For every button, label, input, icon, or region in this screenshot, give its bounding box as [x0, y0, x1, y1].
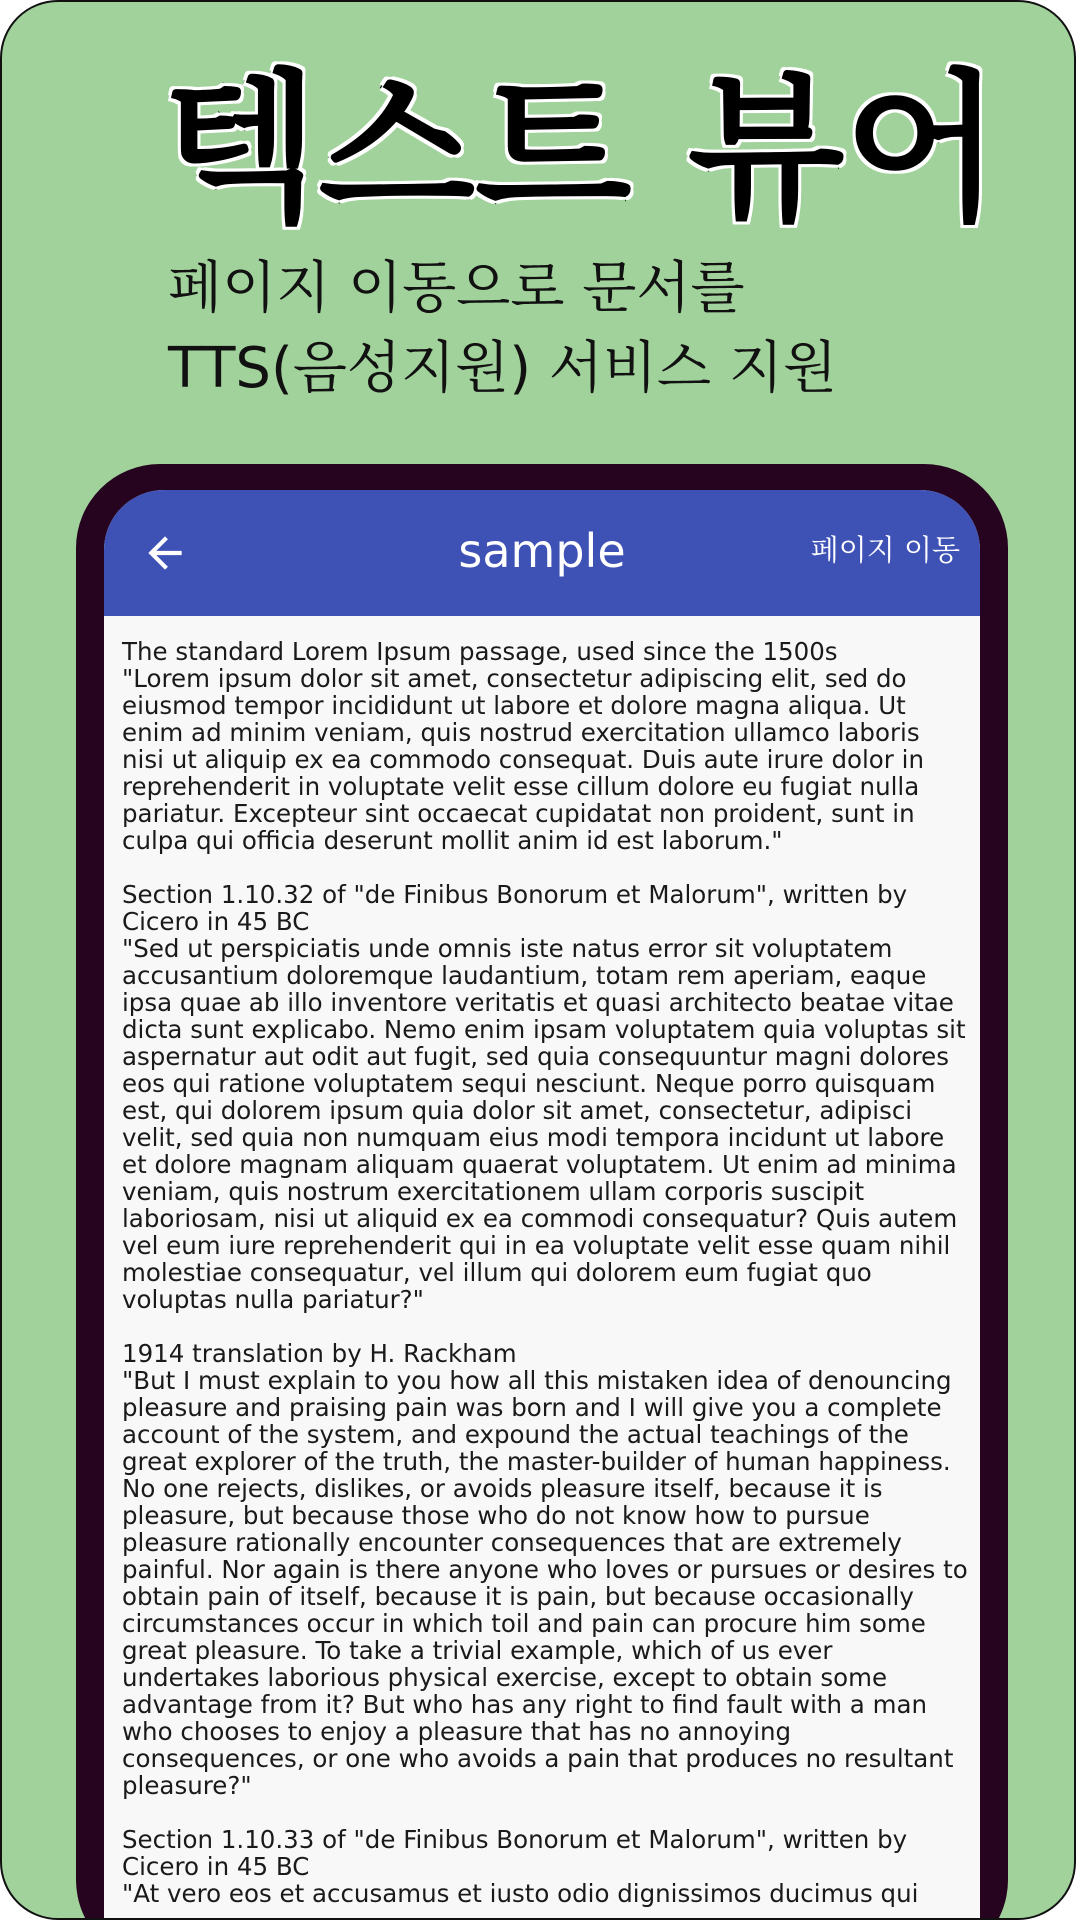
app-bar [104, 490, 980, 616]
document-text [122, 638, 968, 1920]
promo-subtitle-line-2: TTS(음성지원) 서비스 지원 [168, 336, 838, 401]
phone-screen [104, 490, 980, 1920]
phone-mockup [76, 464, 1008, 1920]
arrow-left-icon [140, 528, 190, 578]
promo-title: 텍스트 뷰어 [162, 56, 1001, 244]
document-title: sample [458, 524, 626, 578]
document-paragraph: Section 1.10.32 of "de Finibus Bonorum et Malorum", written by Cicero in 45 BC "Sed ut perspiciatis unde omnis iste natus error sit voluptatem accusantium doloremque laudantium, totam rem aperiam, eaque ipsa quae ab illo inventore veritatis et quasi architecto beatae vitae dicta sunt explicabo. Nemo enim ipsam voluptatem quia voluptas sit aspernatur aut odit aut fugit, sed quia consequuntur magni dolores eos qui ratione voluptatem sequi nesciunt. Neque porro quisquam est, qui dolorem ipsum quia dolor sit amet, consectetur, adipisci velit, sed quia non numquam eius modi tempora incidunt ut labore et dolore magnam aliquam quaerat voluptatem. Ut enim ad minima veniam, quis nostrum exercitationem ullam corporis suscipit laboriosam, nisi ut aliquid ex ea commodi consequatur? Quis autem vel eum iure reprehenderit qui in ea voluptate velit esse quam nihil molestiae consequatur, vel illum qui dolorem eum fugiat quo voluptas nulla pariatur?" [122, 880, 966, 1314]
promo-subtitle-line-1: 페이지 이동으로 문서를 [168, 256, 745, 321]
back-button[interactable] [140, 528, 190, 578]
document-paragraph: 1914 translation by H. Rackham "But I must explain to you how all this mistaken idea of denouncing pleasure and praising pain was born and I will give you a complete account of the system, and expound the actual teachings of the great explorer of the truth, the master-builder of human happiness. No one rejects, dislikes, or avoids pleasure itself, because it is pleasure, but because those who do not know how to pursue pleasure rationally encounter consequences that are extremely painful. Nor again is there anyone who loves or pursues or desires to obtain pain of itself, because it is pain, but because occasionally circumstances occur in which toil and pain can procure him some great pleasure. To take a trivial example, which of us ever undertakes laborious physical exercise, except to obtain some advantage from it? But who has any right to find fault with a man who chooses to enjoy a pleasure that has no annoying consequences, or one who avoids a pain that produces no resultant pleasure?" [122, 1339, 968, 1800]
page-move-button[interactable]: 페이지 이동 [810, 533, 960, 567]
document-paragraph: The standard Lorem Ipsum passage, used since the 1500s "Lorem ipsum dolor sit amet, consectetur adipiscing elit, sed do eiusmod tempor incididunt ut labore et dolore magna aliqua. Ut enim ad minim veniam, quis nostrud exercitation ullamco laboris nisi ut aliquip ex ea commodo consequat. Duis aute irure dolor in reprehenderit in voluptate velit esse cillum dolore eu fugiat nulla pariatur. Excepteur sint occaecat cupidatat non proident, sunt in culpa qui officia deserunt mollit anim id est laborum." [122, 637, 924, 855]
document-paragraph: Section 1.10.33 of "de Finibus Bonorum et Malorum", written by Cicero in 45 BC "At vero eos et accusamus et iusto odio dignissimos ducimus qui [122, 1825, 919, 1908]
